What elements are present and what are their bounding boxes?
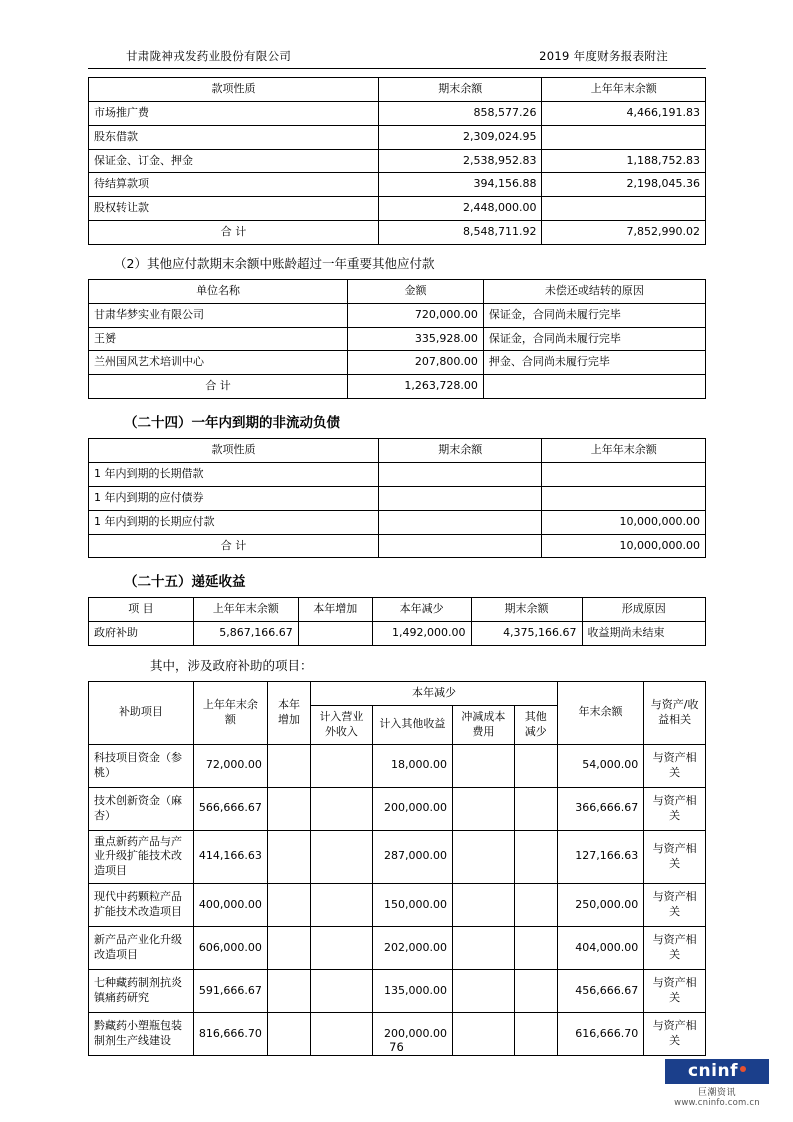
cell-d4 xyxy=(514,830,557,884)
cell-prev: 1,188,752.83 xyxy=(542,149,706,173)
cell-total-reason xyxy=(483,375,705,399)
cell-relation: 与资产相关 xyxy=(644,1013,706,1056)
table-row xyxy=(89,462,706,486)
cell-prev: 816,666.70 xyxy=(193,1013,267,1056)
column-header-amount: 金额 xyxy=(348,279,484,303)
heading-noncurrent-liabilities: （二十四）一年内到期的非流动负债 xyxy=(124,415,340,432)
table-row xyxy=(89,303,706,327)
table-header-row xyxy=(89,439,706,463)
column-header-decrease-other: 其他减少 xyxy=(514,705,557,744)
cell-end: 4,375,166.67 xyxy=(471,622,582,646)
table-row xyxy=(89,351,706,375)
cell-d1 xyxy=(311,744,373,787)
table-row xyxy=(89,173,706,197)
cell-name: 1 年内到期的长期借款 xyxy=(89,462,379,486)
column-header-decrease-group: 本年减少 xyxy=(311,682,558,706)
cell-prev xyxy=(542,462,706,486)
cell-d4 xyxy=(514,744,557,787)
column-header-subsidy-item: 补助项目 xyxy=(89,682,194,745)
cell-relation: 与资产相关 xyxy=(644,927,706,970)
column-header-prev-balance: 上年年末余额 xyxy=(193,682,267,745)
page-content xyxy=(88,48,706,1056)
table-header-row xyxy=(89,598,706,622)
page-header xyxy=(88,48,706,68)
column-header-decrease-nonoperating: 计入营业外收入 xyxy=(311,705,373,744)
cell-end: 404,000.00 xyxy=(557,927,643,970)
column-header-nature: 款项性质 xyxy=(89,439,379,463)
cell-name: 1 年内到期的应付债券 xyxy=(89,486,379,510)
header-report-title: 2019 年度财务报表附注 xyxy=(539,49,668,63)
table-noncurrent-due-within-year xyxy=(88,438,706,558)
cell-prev: 72,000.00 xyxy=(193,744,267,787)
column-header-end-balance: 期末余额 xyxy=(378,78,542,102)
table-row xyxy=(89,101,706,125)
table-row xyxy=(89,622,706,646)
cell-total-end: 8,548,711.92 xyxy=(378,221,542,245)
cell-amount: 207,800.00 xyxy=(348,351,484,375)
cell-name: 股权转让款 xyxy=(89,197,379,221)
table-row xyxy=(89,486,706,510)
cell-d1 xyxy=(311,884,373,927)
table-row xyxy=(89,125,706,149)
cell-end: 250,000.00 xyxy=(557,884,643,927)
logo-dot-icon xyxy=(740,1066,746,1072)
cell-relation: 与资产相关 xyxy=(644,970,706,1013)
cell-name: 兰州国风艺术培训中心 xyxy=(89,351,348,375)
table-row xyxy=(89,327,706,351)
cell-reason: 押金、合同尚未履行完毕 xyxy=(483,351,705,375)
cell-prev xyxy=(542,125,706,149)
cell-total-prev: 10,000,000.00 xyxy=(542,534,706,558)
table-total-row xyxy=(89,375,706,399)
table-row xyxy=(89,927,706,970)
cell-item: 科技项目资金（参桃） xyxy=(89,744,194,787)
table-row xyxy=(89,787,706,830)
cell-relation: 与资产相关 xyxy=(644,787,706,830)
cell-increase xyxy=(267,927,310,970)
cell-d3 xyxy=(452,970,514,1013)
cell-end: 2,309,024.95 xyxy=(378,125,542,149)
cell-d4 xyxy=(514,787,557,830)
cell-name: 市场推广费 xyxy=(89,101,379,125)
cell-end xyxy=(378,462,542,486)
page-number: 76 xyxy=(389,1040,404,1054)
cell-item: 技术创新资金（麻杏） xyxy=(89,787,194,830)
column-header-decrease: 本年减少 xyxy=(372,598,471,622)
cell-name: 保证金、订金、押金 xyxy=(89,149,379,173)
cell-name: 王赟 xyxy=(89,327,348,351)
column-header-prev-balance: 上年年末余额 xyxy=(193,598,298,622)
column-header-end-balance: 年末余额 xyxy=(557,682,643,745)
cell-end: 616,666.70 xyxy=(557,1013,643,1056)
column-header-reason: 形成原因 xyxy=(582,598,705,622)
cell-prev: 414,166.63 xyxy=(193,830,267,884)
cell-name: 1 年内到期的长期应付款 xyxy=(89,510,379,534)
column-header-end-balance: 期末余额 xyxy=(378,439,542,463)
cell-total-label: 合 计 xyxy=(89,221,379,245)
logo-subtitle: 巨潮资讯 xyxy=(697,1088,736,1098)
column-header-increase: 本年增加 xyxy=(267,682,310,745)
cell-amount: 335,928.00 xyxy=(348,327,484,351)
column-header-decrease-other-income: 计入其他收益 xyxy=(372,705,452,744)
table-header-row xyxy=(89,279,706,303)
cell-end xyxy=(378,510,542,534)
cell-d2: 135,000.00 xyxy=(372,970,452,1013)
cell-item: 七种藏药制剂抗炎镇痛药研究 xyxy=(89,970,194,1013)
paragraph-subsidy-note: 其中，涉及政府补助的项目： xyxy=(150,658,313,674)
cell-d3 xyxy=(452,787,514,830)
cell-increase xyxy=(267,830,310,884)
logo-url: www.cninfo.com.cn xyxy=(674,1098,760,1108)
cell-end: 54,000.00 xyxy=(557,744,643,787)
cell-prev: 606,000.00 xyxy=(193,927,267,970)
cell-name: 待结算款项 xyxy=(89,173,379,197)
cell-d4 xyxy=(514,927,557,970)
cell-item: 政府补助 xyxy=(89,622,194,646)
table-row xyxy=(89,197,706,221)
cell-end: 127,166.63 xyxy=(557,830,643,884)
cell-increase xyxy=(267,884,310,927)
cell-end: 2,448,000.00 xyxy=(378,197,542,221)
column-header-prev-balance: 上年年末余额 xyxy=(542,78,706,102)
cell-prev: 4,466,191.83 xyxy=(542,101,706,125)
cell-prev: 566,666.67 xyxy=(193,787,267,830)
column-header-reason: 未偿还或结转的原因 xyxy=(483,279,705,303)
table-row xyxy=(89,149,706,173)
cell-item: 重点新药产品与产业升级扩能技术改造项目 xyxy=(89,830,194,884)
cell-d2: 200,000.00 xyxy=(372,787,452,830)
cell-d4 xyxy=(514,970,557,1013)
cell-d2: 200,000.00 xyxy=(372,1013,452,1056)
cell-total-end xyxy=(378,534,542,558)
table-row xyxy=(89,970,706,1013)
cell-total-prev: 7,852,990.02 xyxy=(542,221,706,245)
cell-increase xyxy=(267,787,310,830)
cell-relation: 与资产相关 xyxy=(644,744,706,787)
cell-prev xyxy=(542,197,706,221)
table-row xyxy=(89,830,706,884)
cell-prev: 10,000,000.00 xyxy=(542,510,706,534)
logo-brand-bar xyxy=(665,1059,769,1084)
cell-increase xyxy=(267,970,310,1013)
cell-d3 xyxy=(452,927,514,970)
logo-brand-text: cninf xyxy=(687,1061,738,1081)
heading-deferred-income: （二十五）递延收益 xyxy=(124,574,246,591)
cell-d1 xyxy=(311,970,373,1013)
table-row xyxy=(89,744,706,787)
cell-total-amount: 1,263,728.00 xyxy=(348,375,484,399)
table-row xyxy=(89,510,706,534)
cell-d1 xyxy=(311,787,373,830)
table-other-payables xyxy=(88,77,706,245)
cell-increase xyxy=(298,622,372,646)
cell-item: 黔藏药小塑瓶包装制剂生产线建设 xyxy=(89,1013,194,1056)
column-header-prev-balance: 上年年末余额 xyxy=(542,439,706,463)
table-aging-over-one-year xyxy=(88,279,706,399)
cell-end xyxy=(378,486,542,510)
cell-d1 xyxy=(311,927,373,970)
cell-d3 xyxy=(452,884,514,927)
table-row xyxy=(89,884,706,927)
table-government-subsidy xyxy=(88,681,706,1056)
column-header-nature: 款项性质 xyxy=(89,78,379,102)
cell-relation: 与资产相关 xyxy=(644,884,706,927)
cell-prev: 591,666.67 xyxy=(193,970,267,1013)
cell-amount: 720,000.00 xyxy=(348,303,484,327)
table-header-row-1 xyxy=(89,682,706,706)
cell-end: 858,577.26 xyxy=(378,101,542,125)
table-deferred-income xyxy=(88,597,706,646)
table-total-row xyxy=(89,534,706,558)
cell-name: 甘肃华梦实业有限公司 xyxy=(89,303,348,327)
cell-d3 xyxy=(452,830,514,884)
cell-d4 xyxy=(514,884,557,927)
cell-end: 394,156.88 xyxy=(378,173,542,197)
cell-d2: 150,000.00 xyxy=(372,884,452,927)
cell-d1 xyxy=(311,830,373,884)
column-header-end-balance: 期末余额 xyxy=(471,598,582,622)
cell-item: 现代中药颗粒产品扩能技术改造项目 xyxy=(89,884,194,927)
cell-total-label: 合 计 xyxy=(89,534,379,558)
cell-d2: 202,000.00 xyxy=(372,927,452,970)
column-header-decrease-offset-cost: 冲减成本费用 xyxy=(452,705,514,744)
cell-d3 xyxy=(452,744,514,787)
cell-prev xyxy=(542,486,706,510)
cell-d2: 18,000.00 xyxy=(372,744,452,787)
cell-end: 456,666.67 xyxy=(557,970,643,1013)
cell-prev: 5,867,166.67 xyxy=(193,622,298,646)
cell-relation: 与资产相关 xyxy=(644,830,706,884)
cell-end: 366,666.67 xyxy=(557,787,643,830)
table-total-row xyxy=(89,221,706,245)
column-header-unit-name: 单位名称 xyxy=(89,279,348,303)
cell-end: 2,538,952.83 xyxy=(378,149,542,173)
cell-total-label: 合 计 xyxy=(89,375,348,399)
cell-d2: 287,000.00 xyxy=(372,830,452,884)
cell-reason: 保证金，合同尚未履行完毕 xyxy=(483,303,705,327)
column-header-increase: 本年增加 xyxy=(298,598,372,622)
header-company-name: 甘肃陇神戎发药业股份有限公司 xyxy=(126,49,292,63)
cell-increase xyxy=(267,744,310,787)
cell-prev: 2,198,045.36 xyxy=(542,173,706,197)
cell-item: 新产品产业化升级改造项目 xyxy=(89,927,194,970)
cell-decrease: 1,492,000.00 xyxy=(372,622,471,646)
cell-name: 股东借款 xyxy=(89,125,379,149)
cell-reason: 保证金，合同尚未履行完毕 xyxy=(483,327,705,351)
cninfo-logo xyxy=(665,1059,769,1108)
column-header-item: 项 目 xyxy=(89,598,194,622)
header-rule xyxy=(88,68,706,69)
table-header-row xyxy=(89,78,706,102)
paragraph-aging-note: （2）其他应付款期末余额中账龄超过一年重要其他应付款 xyxy=(114,255,435,271)
column-header-relation: 与资产/收益相关 xyxy=(644,682,706,745)
cell-prev: 400,000.00 xyxy=(193,884,267,927)
cell-reason: 收益期尚未结束 xyxy=(582,622,705,646)
